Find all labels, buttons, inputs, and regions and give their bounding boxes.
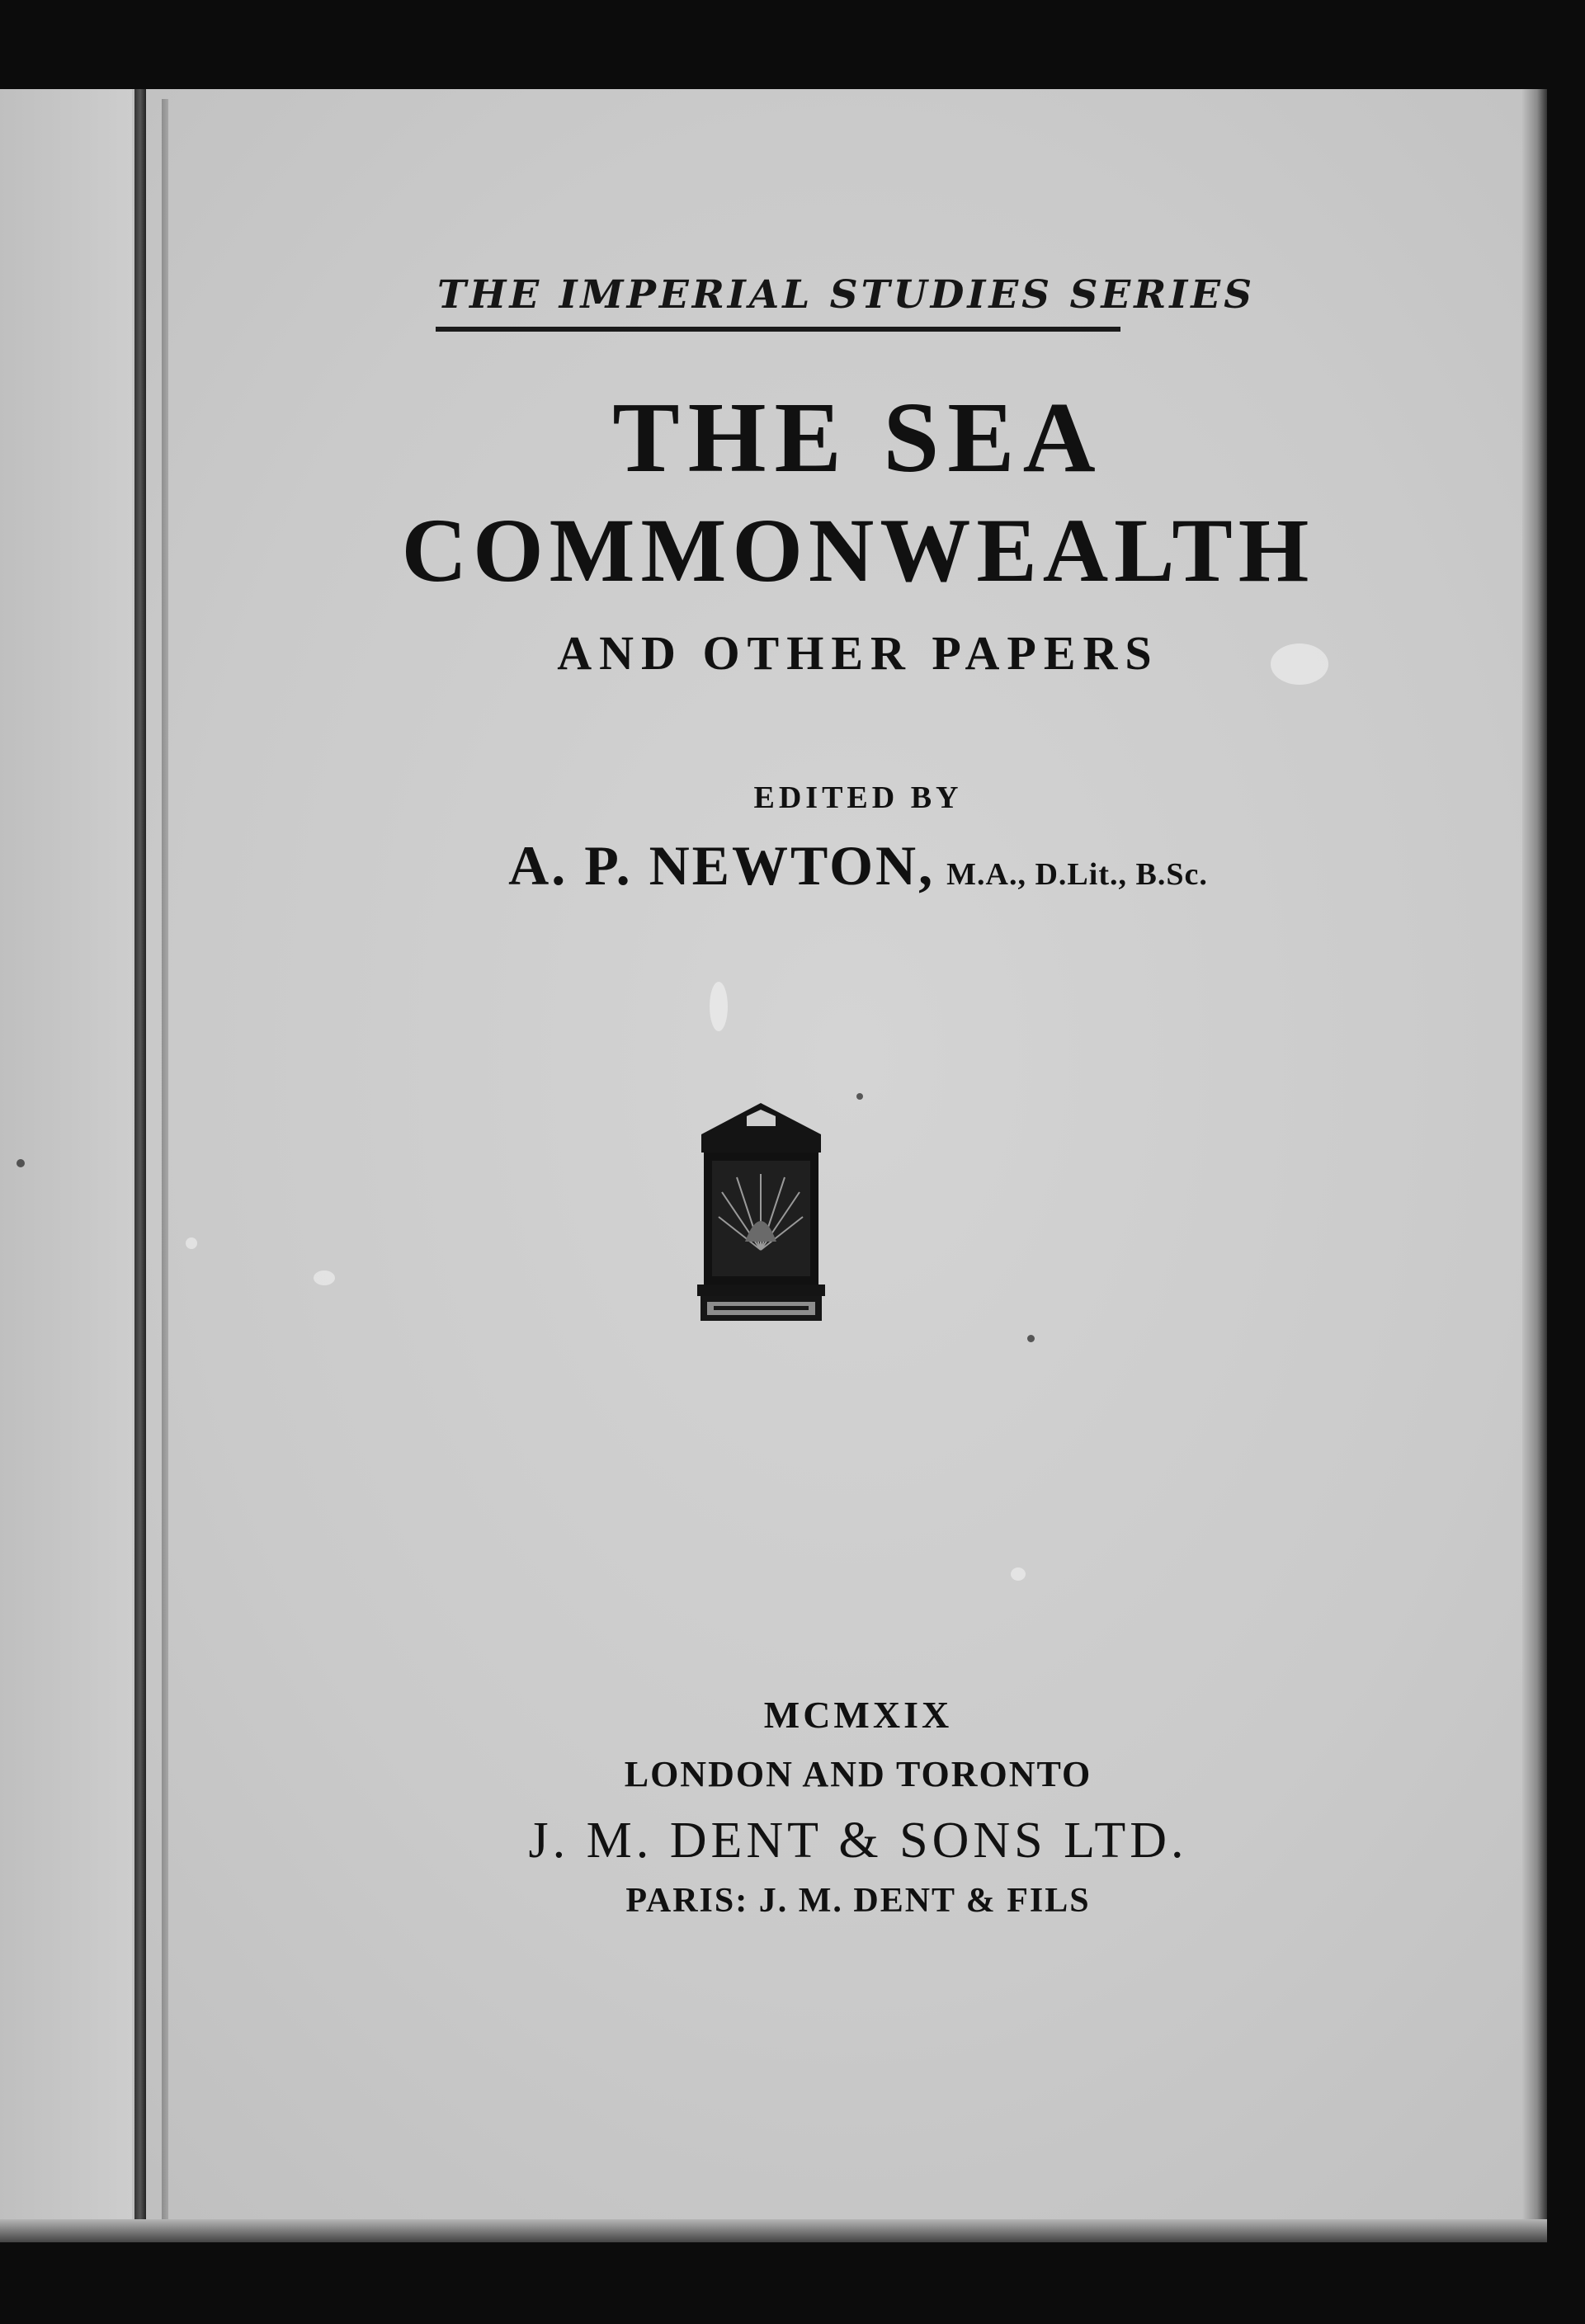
scan-speck	[186, 1237, 197, 1249]
book-title-line-2: COMMONWEALTH	[401, 500, 1315, 601]
publication-year: MCMXIX	[763, 1694, 953, 1736]
binding-gutter	[134, 89, 146, 2242]
edited-by-label: EDITED BY	[753, 780, 963, 815]
scan-speck	[1027, 1335, 1035, 1342]
editor-name: A. P. NEWTON,	[508, 834, 936, 897]
scan-speck	[710, 982, 728, 1031]
page-bottom-edge	[0, 2219, 1547, 2242]
book-subtitle: AND OTHER PAPERS	[557, 626, 1159, 680]
scan-speck	[856, 1093, 863, 1100]
series-title: THE IMPERIAL STUDIES SERIES	[437, 272, 1256, 318]
printers-device-emblem-icon	[697, 1101, 825, 1324]
scan-speck	[1011, 1567, 1026, 1581]
scan-speck	[17, 1159, 25, 1167]
publication-place: LONDON AND TORONTO	[624, 1754, 1092, 1794]
binding-gutter-shadow	[162, 99, 168, 2236]
series-underline	[436, 327, 1120, 332]
book-title-line-1: THE SEA	[612, 382, 1104, 493]
publisher-name: J. M. DENT & SONS LTD.	[528, 1813, 1188, 1869]
editor-line	[182, 833, 1535, 898]
editor-degrees: M.A., D.Lit., B.Sc.	[946, 857, 1208, 892]
scan-speck	[314, 1270, 335, 1285]
paris-imprint: PARIS: J. M. DENT & FILS	[625, 1882, 1091, 1920]
